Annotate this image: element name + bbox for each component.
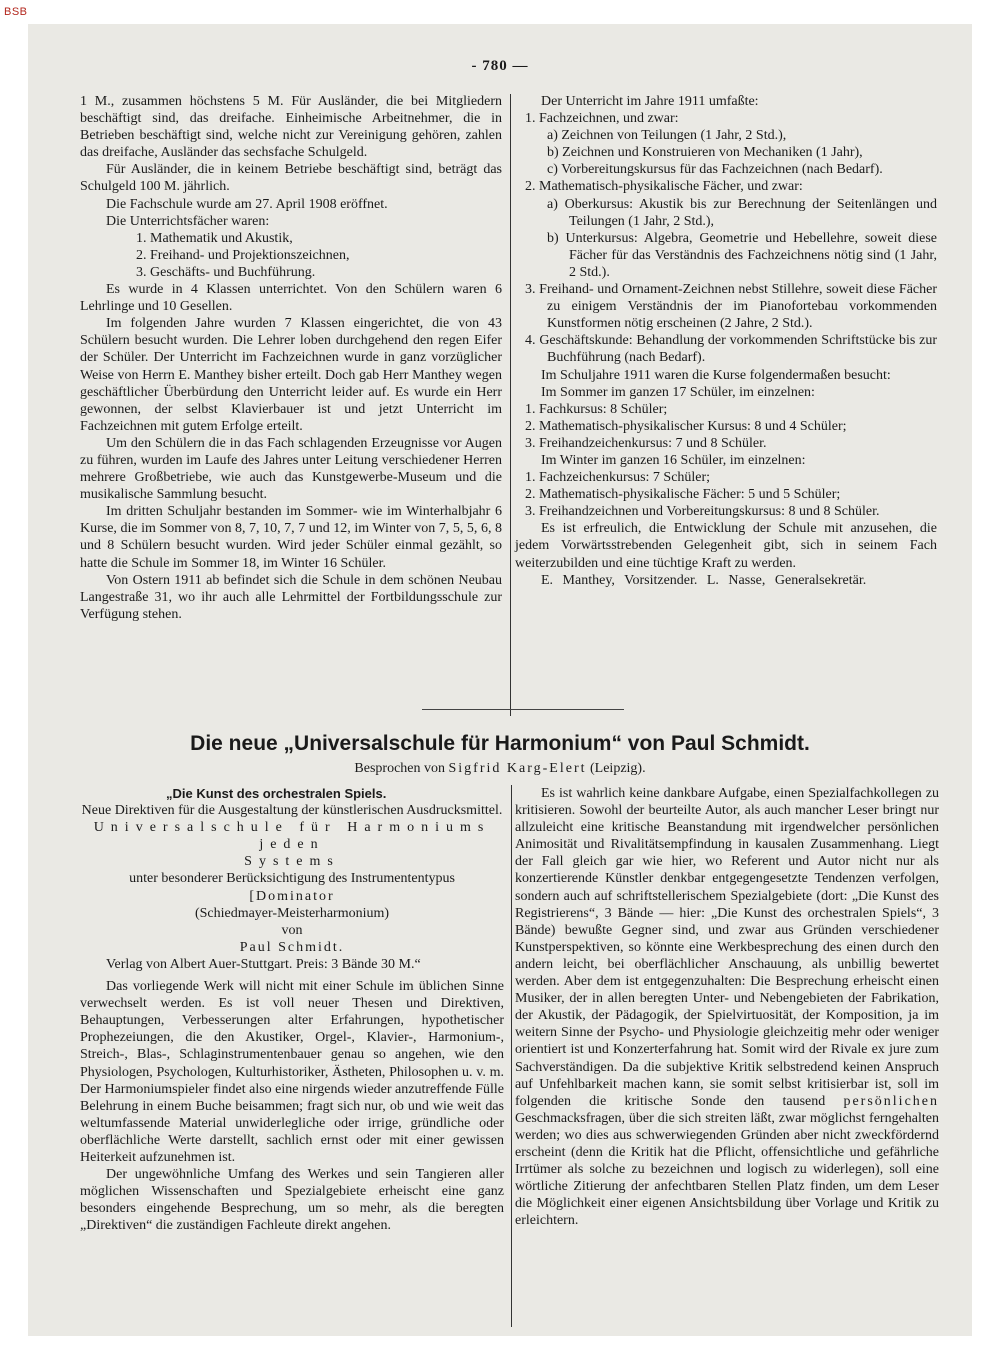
- list-item: 2. Mathematisch-physikalische Fächer, und zwar:: [525, 179, 803, 195]
- article-right-column: [515, 785, 939, 1229]
- paragraph: Die Unterrichtsfächer waren:: [106, 213, 270, 229]
- list-item: 2. Freihand- und Projektionszeichnen,: [136, 247, 350, 263]
- paragraph: Im Schuljahre 1911 waren die Kurse folgendermaßen besucht:: [541, 367, 891, 383]
- paragraph: Um den Schülern die in das Fach schlagenden Erzeugnisse vor Augen zu führen, wurden im Laufe des Jahres unter Leitung verschiedener Herren mehrere Großbetriebe, wie auch das Kunstgewerbe-Museum und die musikalische Sammlung besucht.: [80, 435, 502, 503]
- list-item: 2. Mathematisch-physikalische Fächer: 5 und 5 Schüler;: [525, 487, 841, 503]
- list-item: b) Unterkursus: Algebra, Geometrie und Hebellehre, soweit diese Fächer für das Verständnis des Fachzeichnens nötig sind (1 Jahr, 2 Std.).: [547, 230, 937, 280]
- paragraph: Das vorliegende Werk will nicht mit einer Schule im üblichen Sinne verwechselt werden. Es ist voll neuer Thesen und Direktiven, Behauptungen, Verbesserungen alter Erfahrungen, hypothetischer Prophezeiungen, die den Akustiker, Orgel-, Klavier-, Harmonium-, Streich-, Blas-, Schlaginstrumentenbauer genau so angehen, wie den Physiologen, Psychologen, Kulturhistoriker, Ästheten, Philosophen u. v. m. Der Harmoniumspieler findet also eine nirgends wieder anzutreffende Fülle Belehrung in einem Buche beisammen; fragt sich nur, ob und wie weit das weltumfassende Material unwiderlegliche oder irrige, gründliche oder oberflächliche Werte darstellt, sachlich ernst oder mit einer gewissen Heiterkeit aufzunehmen ist.: [80, 979, 505, 1165]
- article-title: Die neue „Universalschule für Harmonium“ von Paul Schmidt.: [190, 732, 810, 755]
- paragraph: Der Unterricht im Jahre 1911 umfaßte:: [541, 94, 759, 109]
- paragraph: Für Ausländer, die in keinem Betriebe beschäftigt sind, beträgt das Schulgeld 100 M. jährlich.: [80, 162, 502, 195]
- paragraph: Von Ostern 1911 ab befindet sich die Schule in dem schönen Neubau Langestraße 31, wo ihr auch alle Lehrmittel der Fortbildungsschule zur Verfügung stehen.: [80, 572, 502, 622]
- list-item: 3. Geschäfts- und Buchführung.: [136, 264, 316, 280]
- list-item: a) Oberkursus: Akustik bis zur Berechnung der Seitenlängen und Teilungen (1 Jahr, 2 Std.),: [547, 196, 937, 229]
- list-item: c) Vorbereitungskursus für das Fachzeichnen (nach Bedarf).: [547, 162, 883, 178]
- page-content: [28, 24, 972, 1336]
- signature-line: E. Manthey, Vorsitzender. L. Nasse, Generalsekretär.: [541, 572, 867, 588]
- book-title: Systems: [244, 854, 340, 870]
- instrument-maker: (Schiedmayer-Meisterharmonium): [194, 905, 390, 921]
- list-item: 1. Fachkursus: 8 Schüler;: [525, 401, 668, 417]
- paragraph: Im Winter im ganzen 16 Schüler, im einzelnen:: [541, 452, 806, 468]
- column-divider: [511, 785, 512, 1327]
- page-number: - 780 —: [471, 58, 529, 74]
- book-subtitle: Neue Direktiven für die Ausgestaltung der künstlerischen Ausdrucksmittel.: [81, 803, 503, 819]
- byline-place: (Leipzig).: [590, 761, 646, 776]
- list-item: 1. Fachzeichenkursus: 7 Schüler;: [525, 470, 711, 486]
- library-watermark: BSB: [4, 6, 28, 18]
- list-item: 1. Fachzeichnen, und zwar:: [525, 111, 679, 127]
- list-item: 2. Mathematisch-physikalischer Kursus: 8 und 4 Schüler;: [525, 418, 847, 434]
- byline-prefix: Besprochen von: [354, 761, 445, 776]
- paragraph-text: Es ist wahrlich keine dankbare Aufgabe, einen Spezialfachkollegen zu kritisieren. Sowohl der beurteilte Autor, als auch mancher Leser bringt nur allzuleicht eine kritische Beanstandung mit irgendwelcher persönlichen Animosität und Rivalitätsempfindung in kausalen Zusammenhang. Liegt der Fall gleich gar wie hier, wo Referent und Autor nicht nur als konzertierende Künstler denkbar entgegengesetzte Tendenzen verfolgen, sondern auch auf schriftstellerischem Spezialgebiete (dort: „Die Kunst des Registrierens“, 3 Bände — hier: „Die Kunst des orchestralen Spiels“, 3 Bände) bewußte Gegner sind, und zwar aus Gründen verschiedener Kunstperspektiven, so könnte eine Werkbesprechung des einen durch den andern leicht, bei oberflächlicher Anschauung, als unbillig bewertet werden. Aber dem ist entgegenzuhalten: Die Besprechung erheischt einen Musiker, der in allen beregten Unter- und Nebengebieten der Fabrikation, der Akustik, der Pädagogik, der Spielvirtuosität, der Komposition, ja im weitern Sinne der Psycho- und Physiologie gleichzeitig mehr oder weniger orientiert ist und Konzerterfahrung hat. Somit wird der Rivale ex jure zum Sachverständigen. Da die subjektive Kritik selbstredend keinen Anspruch auf Unfehlbarkeit machen kann, sie somit selbst kritisierbar ist, soll im folgenden die kritische Sonde den tausend: [515, 786, 939, 1109]
- emphasized-word: persönlichen: [843, 1093, 939, 1109]
- paragraph: [515, 785, 939, 1229]
- list-item: b) Zeichnen und Konstruieren von Mechaniken (1 Jahr),: [547, 145, 863, 161]
- list-item: 3. Freihandzeichenkursus: 7 und 8 Schüler.: [525, 435, 767, 451]
- list-item: 3. Freihand- und Ornament-Zeichnen nebst Stillehre, soweit diese Fächer zu einigem Verständnis der im Pianofortebau vorkommenden Kunstformen nötig erscheinen (2 Jahre, 2 Std.).: [525, 282, 937, 332]
- section-divider: [422, 709, 624, 710]
- list-item: 4. Geschäftskunde: Behandlung der vorkommenden Schriftstücke bis zur Buchführung (nach Bedarf).: [525, 333, 937, 366]
- paragraph: Im dritten Schuljahr bestanden im Sommer- wie im Winterhalbjahr 6 Kurse, die im Sommer von 8, 7, 10, 7, 7 und 12, im Winter von 7, 5, 5, 6, 8 und 8 Schülern besucht wurden. Wird jeder Schüler einmal gezählt, so hatte die Schule im Sommer 18, im Winter 16 Schüler.: [80, 504, 502, 571]
- list-item: 3. Freihandzeichnen und Vorbereitungskursus: 8 und 8 Schüler.: [525, 504, 880, 520]
- list-item: a) Zeichnen von Teilungen (1 Jahr, 2 Std.),: [547, 128, 787, 144]
- paragraph-text: Geschmacksfragen, über die sich streiten läßt, zwar möglichst ferngehalten werden; wo dies aus schwerwiegenden Gründen aber nicht zweckfördernd erscheint (denn die Kritik hat die Pflicht, offensichtliche und gefährliche Irrtümer als solche zu bezeichnen und logisch zu widerlegen), soll eine wörtliche Zitierung der anfechtbaren Stellen Platz finden, um dem Leser die Möglichkeit einer eigenen Ansichtsbildung über Vorlage und Kritik zu erleichtern.: [515, 1110, 939, 1229]
- quoted-book-title: „Die Kunst des orchestralen Spiels.: [166, 786, 387, 801]
- instrument-name: [Dominator: [249, 888, 335, 904]
- book-title: Universalschule für Harmoniums jeden: [93, 820, 491, 853]
- paragraph: Der ungewöhnliche Umfang des Werkes und sein Tangieren aller möglichen Wissenschaften und Spezialgebiete erheischt eine ganz besonders eingehende Besprechung, um so mehr, als die beregten „Direktiven“ die zuständigen Fachleute direkt angehen.: [80, 1167, 504, 1234]
- publisher-line: Verlag von Albert Auer-Stuttgart. Preis: 3 Bände 30 M.“: [106, 956, 421, 972]
- list-item: 1. Mathematik und Akustik,: [136, 230, 293, 246]
- book-author: Paul Schmidt.: [239, 939, 345, 955]
- paragraph: Die Fachschule wurde am 27. April 1908 eröffnet.: [106, 196, 388, 212]
- by-label: von: [281, 922, 303, 938]
- upper-right-column: [515, 93, 937, 589]
- paragraph: 1 M., zusammen höchstens 5 M. Für Ausländer, die bei Mitgliedern beschäftigt sind, das dreifache. Einheimische Arbeitnehmer, die in Betrieben beschäftigt sind, welche nicht zur Vereinigung gehören, zahlen das dreifache, Ausländer das sechsfache Schulgeld.: [80, 94, 502, 161]
- upper-left-column: [80, 93, 502, 623]
- paragraph: Im Sommer im ganzen 17 Schüler, im einzelnen:: [541, 384, 815, 400]
- column-divider: [510, 94, 511, 716]
- scanned-page: [28, 24, 972, 1336]
- paragraph: Es ist erfreulich, die Entwicklung der Schule mit anzusehen, die jedem Vorwärtsstrebenden Gelegenheit gibt, sich in seinem Fach weiterzubilden und eine tüchtige Kraft zu werden.: [515, 521, 937, 571]
- paragraph: Im folgenden Jahre wurden 7 Klassen eingerichtet, die von 43 Schülern besucht wurden. Die Lehrer loben durchgehend den regen Eifer der Schüler. Der Unterricht im Fachzeichnen wurde in ganz vorzüglicher Weise von Herrn E. Manthey bisher erteilt. Doch gab Herr Manthey wegen geschäftlicher Überbürdung den Unterricht leider auf. Es wurde ein Herr gewonnen, der selbst Klavierbauer ist und jetzt Unterricht im Fachzeichnen mit gutem Erfolge erteilt.: [80, 316, 502, 434]
- article-left-column: [80, 785, 504, 1234]
- byline-author: Sigfrid Karg-Elert: [448, 761, 587, 776]
- byline: [28, 761, 972, 777]
- paragraph: Es wurde in 4 Klassen unterrichtet. Von den Schülern waren 6 Lehrlinge und 10 Gesellen.: [80, 282, 502, 315]
- book-subtitle: unter besonderer Berücksichtigung des Instrumententypus: [129, 871, 455, 887]
